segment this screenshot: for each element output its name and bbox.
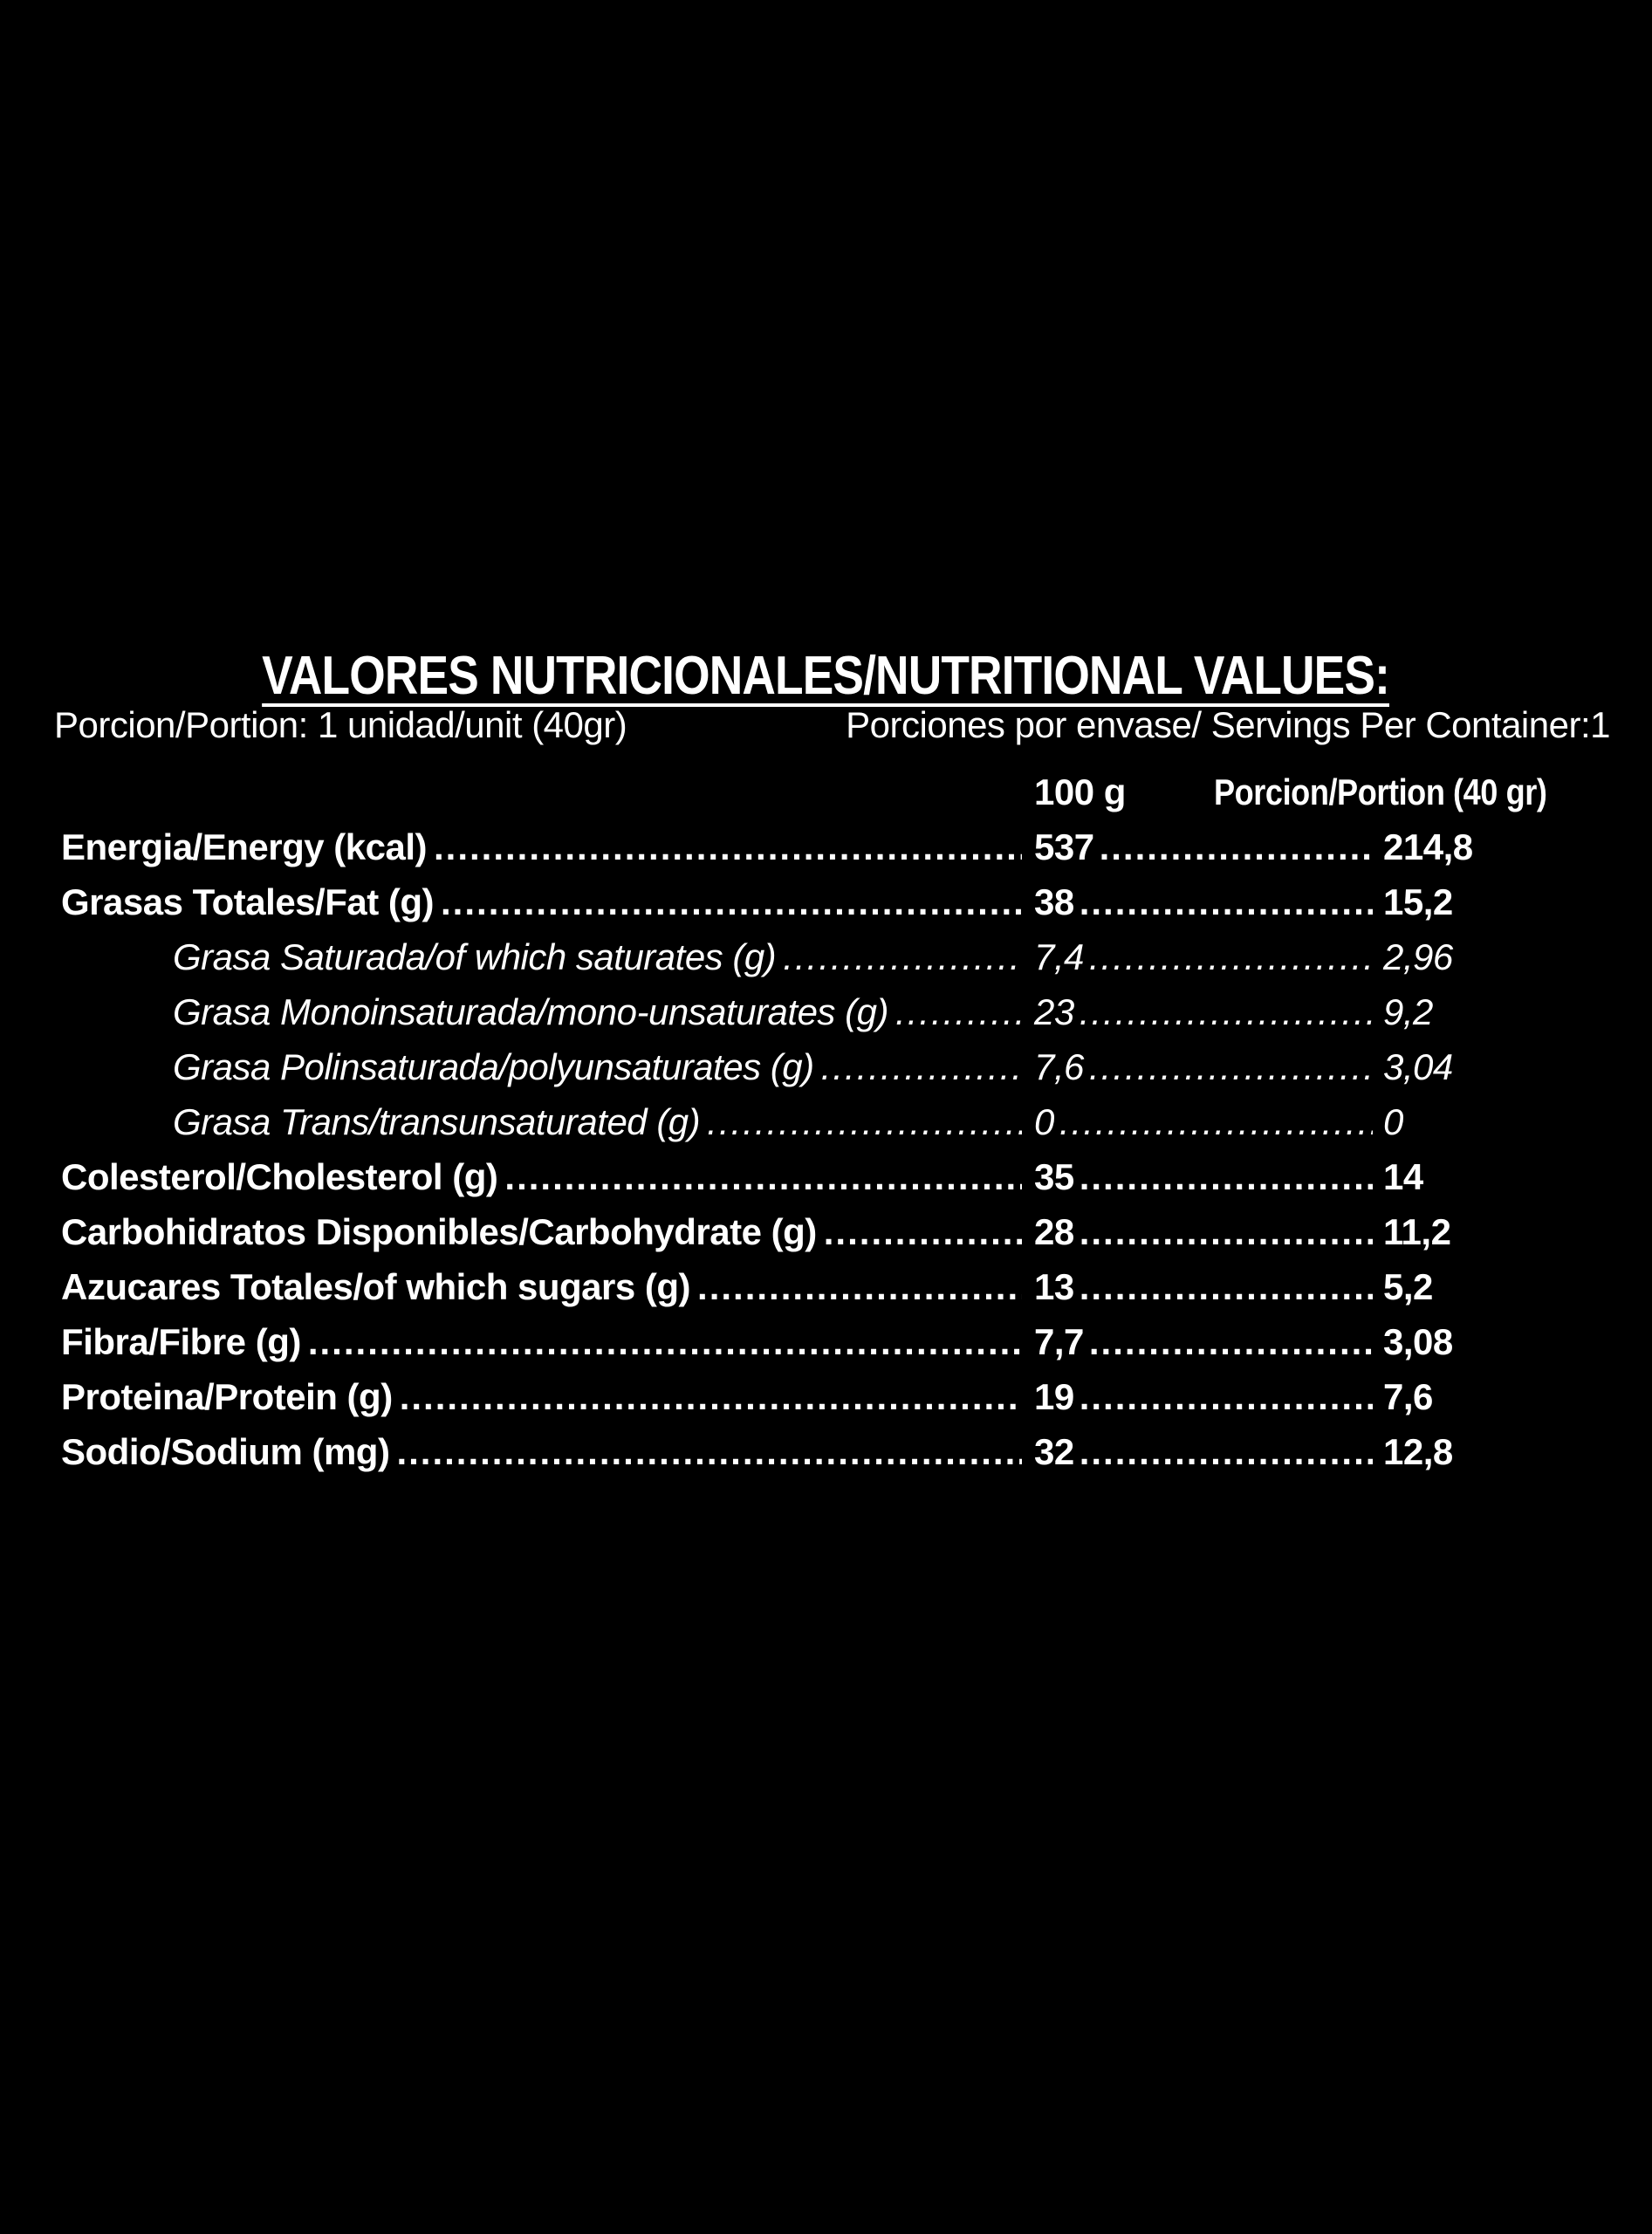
value-per-portion: 0 xyxy=(1383,1101,1403,1142)
value-per-100g-cell xyxy=(1034,1094,1383,1149)
value-per-100g-cell xyxy=(1034,929,1383,984)
dot-leader xyxy=(697,1259,1022,1314)
value-per-portion: 214,8 xyxy=(1383,826,1473,867)
value-per-100g-cell xyxy=(1034,819,1383,874)
value-per-portion: 7,6 xyxy=(1383,1376,1433,1417)
value-per-portion: 2,96 xyxy=(1383,936,1453,977)
value-per-100g-cell xyxy=(1034,1149,1383,1204)
title-row xyxy=(0,646,1652,706)
value-per-100g: 7,7 xyxy=(1034,1321,1084,1362)
portion-size-text: Porcion/Portion: 1 unidad/unit (40gr) xyxy=(54,704,627,745)
value-per-portion: 9,2 xyxy=(1383,991,1433,1032)
value-per-portion: 14 xyxy=(1383,1156,1423,1197)
value-per-100g: 32 xyxy=(1034,1431,1074,1472)
dot-leader xyxy=(1080,1424,1373,1479)
value-per-100g-cell xyxy=(1034,1204,1383,1259)
dot-leader xyxy=(824,1204,1022,1259)
dot-leader xyxy=(400,1369,1022,1424)
dot-leader xyxy=(1080,1149,1373,1204)
dot-leader xyxy=(1080,1204,1373,1259)
dot-leader xyxy=(1089,1314,1373,1369)
dot-leader xyxy=(895,984,1022,1039)
value-per-portion: 15,2 xyxy=(1383,881,1453,922)
value-per-100g-cell xyxy=(1034,874,1383,929)
dot-leader xyxy=(821,1039,1022,1094)
dot-leader xyxy=(1059,1094,1373,1149)
column-header-100g: 100 g xyxy=(1034,771,1126,812)
dot-leader xyxy=(308,1314,1022,1369)
value-per-100g: 38 xyxy=(1034,881,1074,922)
dot-leader xyxy=(504,1149,1022,1204)
nutrition-row-0 xyxy=(0,819,1652,874)
dot-leader xyxy=(396,1424,1022,1479)
value-per-portion: 11,2 xyxy=(1383,1211,1451,1252)
dot-leader xyxy=(1080,874,1373,929)
value-per-100g: 28 xyxy=(1034,1211,1074,1252)
dot-leader xyxy=(707,1094,1022,1149)
value-per-100g: 0 xyxy=(1034,1101,1054,1142)
dot-leader xyxy=(1080,1259,1373,1314)
value-per-100g-cell xyxy=(1034,1424,1383,1479)
nutrient-name: Grasas Totales/Fat (g) xyxy=(61,881,435,922)
dot-leader xyxy=(1100,819,1373,874)
nutrient-name: Grasa Polinsaturada/polyunsaturates (g) xyxy=(173,1046,814,1087)
nutrient-name: Grasa Monoinsaturada/mono-unsaturates (g) xyxy=(173,991,888,1032)
nutrition-rows xyxy=(0,819,1652,1479)
dot-leader xyxy=(1089,929,1373,984)
nutrition-row-10 xyxy=(0,1369,1652,1424)
nutrient-name: Carbohidratos Disponibles/Carbohydrate (g) xyxy=(61,1211,817,1252)
nutrient-name: Grasa Trans/transunsaturated (g) xyxy=(173,1101,701,1142)
nutrition-row-3 xyxy=(0,984,1652,1039)
nutrition-row-7 xyxy=(0,1204,1652,1259)
value-per-100g-cell xyxy=(1034,1314,1383,1369)
nutrient-name: Azucares Totales/of which sugars (g) xyxy=(61,1266,691,1307)
serving-info-row xyxy=(0,704,1652,745)
nutrition-row-2 xyxy=(0,929,1652,984)
dot-leader xyxy=(1080,984,1373,1039)
dot-leader xyxy=(1080,1369,1373,1424)
dot-leader xyxy=(1089,1039,1373,1094)
column-header-row xyxy=(0,771,1652,812)
value-per-100g: 7,6 xyxy=(1034,1046,1084,1087)
value-per-100g: 19 xyxy=(1034,1376,1074,1417)
nutrition-row-6 xyxy=(0,1149,1652,1204)
value-per-100g: 13 xyxy=(1034,1266,1074,1307)
value-per-portion: 3,04 xyxy=(1383,1046,1453,1087)
value-per-100g-cell xyxy=(1034,1259,1383,1314)
value-per-100g-cell xyxy=(1034,1039,1383,1094)
column-header-portion: Porcion/Portion (40 gr) xyxy=(1214,771,1547,812)
value-per-100g: 537 xyxy=(1034,826,1094,867)
nutrition-row-9 xyxy=(0,1314,1652,1369)
nutrition-row-11 xyxy=(0,1424,1652,1479)
value-per-100g: 7,4 xyxy=(1034,936,1084,977)
servings-per-container-text: Porciones por envase/ Servings Per Container:1 xyxy=(846,704,1610,745)
value-per-portion: 12,8 xyxy=(1383,1431,1453,1472)
nutrition-row-8 xyxy=(0,1259,1652,1314)
nutrition-row-4 xyxy=(0,1039,1652,1094)
value-per-100g: 35 xyxy=(1034,1156,1074,1197)
dot-leader xyxy=(441,874,1022,929)
nutrition-title: VALORES NUTRICIONALES/NUTRITIONAL VALUES: xyxy=(262,646,1390,706)
dot-leader xyxy=(434,819,1022,874)
dot-leader xyxy=(783,929,1022,984)
nutrition-label-content xyxy=(0,646,1652,1479)
nutrition-row-5 xyxy=(0,1094,1652,1149)
nutrient-name: Fibra/Fibre (g) xyxy=(61,1321,301,1362)
nutrition-row-1 xyxy=(0,874,1652,929)
value-per-portion: 3,08 xyxy=(1383,1321,1453,1362)
nutrient-name: Colesterol/Cholesterol (g) xyxy=(61,1156,498,1197)
value-per-100g: 23 xyxy=(1034,991,1074,1032)
value-per-100g-cell xyxy=(1034,984,1383,1039)
value-per-portion: 5,2 xyxy=(1383,1266,1433,1307)
nutrient-name: Energia/Energy (kcal) xyxy=(61,826,427,867)
nutrient-name: Grasa Saturada/of which saturates (g) xyxy=(173,936,777,977)
nutrient-name: Sodio/Sodium (mg) xyxy=(61,1431,390,1472)
nutrient-name: Proteina/Protein (g) xyxy=(61,1376,393,1417)
value-per-100g-cell xyxy=(1034,1369,1383,1424)
